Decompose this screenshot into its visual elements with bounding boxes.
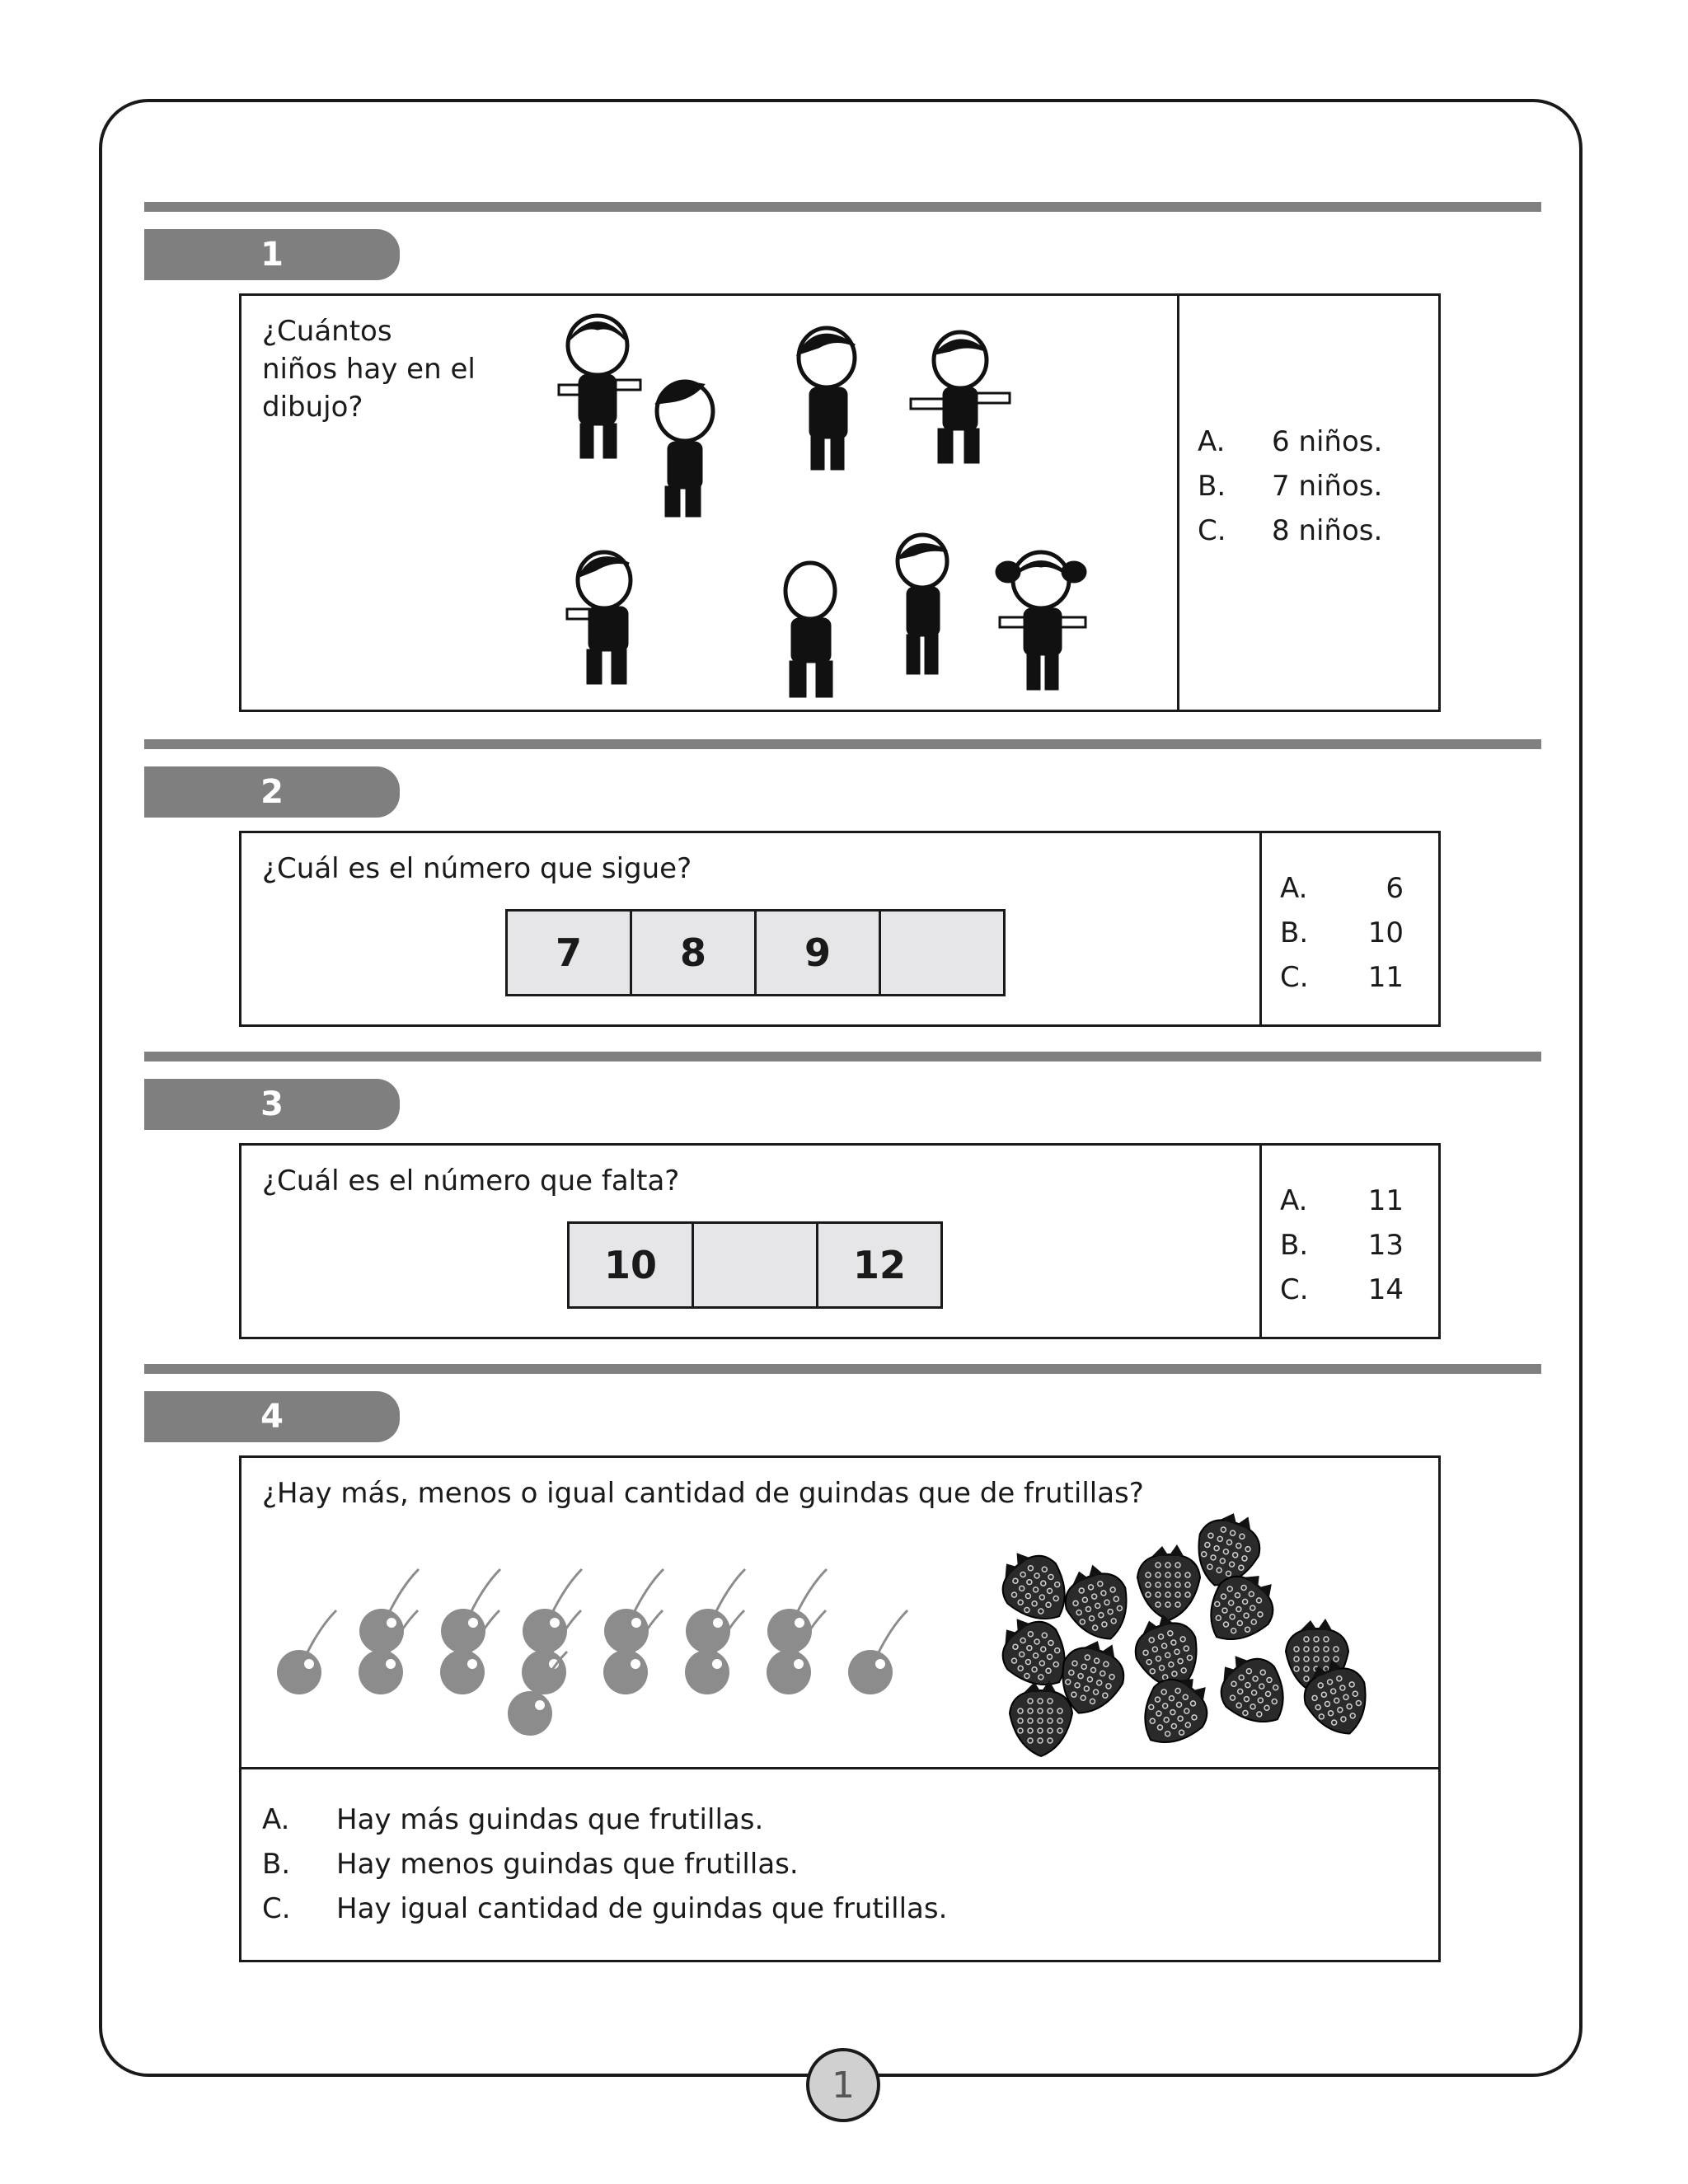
number-sequence: [505, 909, 1006, 996]
option-a[interactable]: A. 6 niños.: [1198, 425, 1383, 458]
child-figure: [785, 563, 835, 696]
answer-divider: [1259, 833, 1262, 1024]
answer-divider: [241, 1767, 1438, 1769]
option-c[interactable]: C. 8 niños.: [1198, 514, 1383, 547]
option-b[interactable]: B. 7 niños.: [1198, 470, 1383, 503]
question-number-4: 4: [144, 1391, 400, 1442]
cherry-icon: [277, 1610, 336, 1694]
question-3-options: [1280, 1179, 1404, 1312]
question-4-box: [239, 1455, 1441, 1962]
option-c[interactable]: C. 11: [1280, 961, 1404, 994]
strawberry-icon: [1055, 1557, 1140, 1649]
question-1-prompt: ¿Cuántos niños hay en el dibujo?: [262, 315, 476, 424]
sequence-blank-cell: [694, 1224, 818, 1306]
sequence-blank-cell: [881, 912, 1003, 994]
question-2-options: [1280, 866, 1404, 1000]
question-3-prompt: ¿Cuál es el número que falta?: [262, 1165, 680, 1197]
sequence-cell: 7: [508, 912, 632, 994]
child-figure: [898, 535, 947, 673]
cherry-icon: [767, 1569, 827, 1653]
question-number-2: 2: [144, 766, 400, 818]
cherry-icon: [359, 1569, 419, 1653]
sequence-cell: 10: [570, 1224, 694, 1306]
section-divider-2: [144, 739, 1541, 749]
sequence-cell: 12: [818, 1224, 940, 1306]
option-a[interactable]: A. 6: [1280, 872, 1404, 905]
option-a[interactable]: A. Hay más guindas que frutillas.: [262, 1803, 764, 1836]
cherry-icon: [686, 1569, 745, 1653]
question-4-prompt: ¿Hay más, menos o igual cantidad de guindas que de frutillas?: [262, 1477, 1144, 1510]
question-2-prompt: ¿Cuál es el número que sigue?: [262, 852, 692, 885]
child-figure: [996, 552, 1085, 689]
question-2-box: [239, 831, 1441, 1027]
cherry-icon: [604, 1569, 663, 1653]
number-sequence: [567, 1221, 943, 1309]
child-figure: [657, 382, 713, 516]
option-b[interactable]: B. 13: [1280, 1229, 1404, 1262]
cherry-icon: [441, 1569, 500, 1653]
question-1-box: [239, 293, 1441, 712]
cherry-icon: [848, 1610, 907, 1694]
child-figure: [911, 332, 1010, 462]
option-a[interactable]: A. 11: [1280, 1184, 1404, 1217]
page-number: 1: [806, 2048, 880, 2122]
child-figure: [559, 316, 640, 457]
question-1-options: [1198, 419, 1382, 553]
sequence-cell: 9: [757, 912, 881, 994]
section-divider-1: [144, 202, 1541, 212]
option-b[interactable]: B. 10: [1280, 916, 1404, 949]
answer-divider: [1259, 1146, 1262, 1337]
sequence-cell: 8: [632, 912, 757, 994]
section-divider-4: [144, 1364, 1541, 1374]
strawberry-icon: [1137, 1544, 1200, 1620]
child-figure: [799, 328, 855, 469]
option-c[interactable]: C. 14: [1280, 1273, 1404, 1306]
option-b[interactable]: B. Hay menos guindas que frutillas.: [262, 1848, 799, 1881]
question-4-options: [262, 1797, 947, 1931]
question-number-1: 1: [144, 229, 400, 280]
strawberries-illustration: [992, 1511, 1387, 1750]
option-c[interactable]: C. Hay igual cantidad de guindas que frutillas.: [262, 1892, 948, 1925]
cherry-icon: [523, 1569, 582, 1653]
strawberry-icon: [1010, 1680, 1072, 1756]
section-divider-3: [144, 1052, 1541, 1062]
cherries-illustration: [274, 1549, 934, 1763]
question-3-box: [239, 1143, 1441, 1339]
child-figure: [567, 552, 631, 683]
question-number-3: 3: [144, 1079, 400, 1130]
